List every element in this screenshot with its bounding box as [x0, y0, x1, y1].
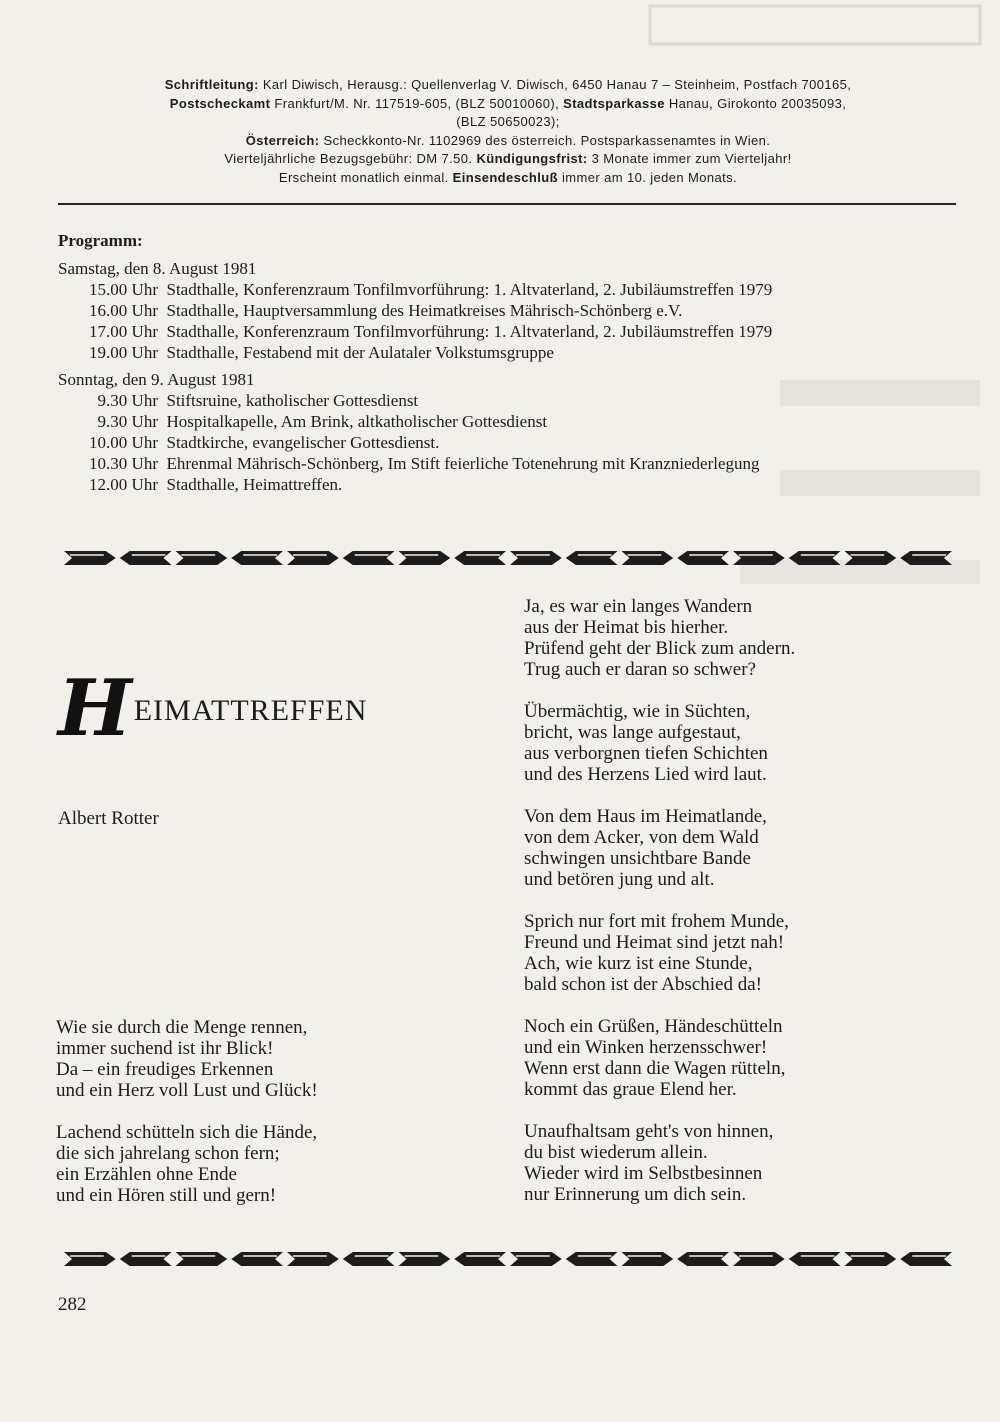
- poem-line: Wie sie durch die Menge rennen,: [56, 1017, 308, 1038]
- ornamental-border-top: [62, 546, 954, 570]
- programm-section: [58, 230, 968, 495]
- programm-day-date: Sonntag, den 9. August 1981: [58, 370, 255, 389]
- border-chevron: [622, 1252, 674, 1266]
- border-chevron: [64, 1252, 116, 1266]
- poem-line: Lachend schütteln sich die Hände,: [56, 1122, 318, 1143]
- border-chevron: [900, 551, 952, 565]
- event-desc: Stadthalle, Konferenzraum Tonfilmvorführung: 1. Altvaterland, 2. Jubiläumstreffen 1979: [166, 322, 773, 341]
- border-chevron: [343, 1252, 395, 1266]
- border-chevron: [399, 1252, 451, 1266]
- programm-event: [58, 432, 968, 453]
- event-time: 19.00 Uhr: [89, 343, 158, 362]
- masthead-divider: [58, 203, 956, 205]
- event-desc: Stadthalle, Konferenzraum Tonfilmvorführung: 1. Altvaterland, 2. Jubiläumstreffen 1979: [166, 280, 773, 299]
- border-chevron: [677, 1252, 729, 1266]
- programm-event: [58, 411, 968, 432]
- poem-title-initial: H: [58, 663, 132, 754]
- poem-line: Prüfend geht der Blick zum andern.: [524, 638, 796, 659]
- masthead-line-6: [60, 169, 956, 188]
- event-desc: Stadthalle, Heimattreffen.: [166, 475, 343, 494]
- event-desc: Stadtkirche, evangelischer Gottesdienst.: [166, 433, 440, 452]
- border-chevron: [454, 551, 506, 565]
- poem-right-column: [524, 596, 964, 1226]
- poem-line: schwingen unsichtbare Bande: [524, 848, 751, 869]
- poem-line: aus der Heimat bis hierher.: [524, 617, 729, 638]
- border-chevron: [64, 551, 116, 565]
- border-chevron: [510, 1252, 562, 1266]
- poem-line: und ein Herz voll Lust und Glück!: [56, 1080, 318, 1101]
- masthead-line-1: [60, 76, 956, 95]
- event-desc: Stadthalle, Hauptversammlung des Heimatkreises Mährisch-Schönberg e.V.: [166, 301, 683, 320]
- border-chevron: [287, 551, 339, 565]
- masthead-label: Österreich:: [245, 132, 320, 148]
- event-time: 10.30 Uhr: [89, 454, 158, 473]
- border-chevron: [176, 551, 228, 565]
- border-chevron: [677, 551, 729, 565]
- masthead-text: Erscheint monatlich einmal.: [278, 169, 453, 185]
- poem-line: Noch ein Grüßen, Händeschütteln: [524, 1016, 783, 1037]
- masthead-line-5: [60, 150, 956, 169]
- border-chevron: [343, 551, 395, 565]
- event-time: 15.00 Uhr: [89, 280, 158, 299]
- border-chevron: [900, 1252, 952, 1266]
- poem-author: Albert Rotter: [58, 808, 159, 829]
- border-chevron: [287, 1252, 339, 1266]
- masthead-line-3: (BLZ 50650023);: [456, 114, 560, 130]
- border-chevron: [622, 551, 674, 565]
- programm-event: [58, 390, 968, 411]
- programm-event: [58, 453, 968, 474]
- event-desc: Ehrenmal Mährisch-Schönberg, Im Stift feierliche Totenehrung mit Kranzniederlegung: [166, 454, 760, 473]
- border-chevron: [733, 1252, 785, 1266]
- poem-line: aus verborgnen tiefen Schichten: [524, 743, 768, 764]
- masthead-line-4: [60, 132, 956, 151]
- poem-line: Übermächtig, wie in Süchten,: [524, 701, 751, 722]
- programm-day-date: Samstag, den 8. August 1981: [58, 259, 257, 278]
- masthead-label: Einsendeschluß: [452, 169, 558, 185]
- border-chevron: [566, 1252, 618, 1266]
- ornamental-border-bottom: [62, 1247, 954, 1271]
- event-time: 9.30 Uhr: [97, 412, 158, 431]
- poem-line: Ja, es war ein langes Wandern: [524, 596, 753, 617]
- programm-event: [58, 279, 968, 300]
- programm-heading: Programm:: [58, 231, 143, 250]
- event-desc: Stiftsruine, katholischer Gottesdienst: [166, 391, 419, 410]
- programm-day-sunday: [58, 369, 968, 495]
- poem-line: kommt das graue Elend her.: [524, 1079, 737, 1100]
- poem-line: von dem Acker, von dem Wald: [524, 827, 759, 848]
- border-chevron: [789, 551, 841, 565]
- border-chevron: [231, 1252, 283, 1266]
- border-chevron: [399, 551, 451, 565]
- border-chevron: [845, 551, 897, 565]
- poem-title-rest: EIMATTREFFEN: [133, 694, 368, 727]
- event-time: 9.30 Uhr: [97, 391, 158, 410]
- poem-line: Unaufhaltsam geht's von hinnen,: [524, 1121, 774, 1142]
- event-desc: Hospitalkapelle, Am Brink, altkatholischer Gottesdienst: [166, 412, 548, 431]
- poem-line: Da – ein freudiges Erkennen: [56, 1059, 274, 1080]
- masthead-label: Schriftleitung:: [164, 77, 259, 92]
- poem-stanza: [56, 1122, 476, 1206]
- masthead-text: Frankfurt/M. Nr. 117519-605, (BLZ 50010060),: [270, 95, 560, 111]
- masthead-text: immer am 10. jeden Monats.: [557, 169, 738, 185]
- poem-stanza: [524, 806, 964, 890]
- poem-line: und ein Winken herzensschwer!: [524, 1037, 768, 1058]
- poem-title: [58, 663, 368, 754]
- poem-line: bricht, was lange aufgestaut,: [524, 722, 741, 743]
- masthead-label: Stadtsparkasse: [563, 95, 665, 111]
- poem-line: die sich jahrelang schon fern;: [56, 1143, 280, 1164]
- border-chevron: [845, 1252, 897, 1266]
- masthead-text: Vierteljährliche Bezugsgebühr: DM 7.50.: [224, 151, 477, 167]
- programm-event: [58, 342, 968, 363]
- masthead-text: Hanau, Girokonto 20035093,: [664, 95, 847, 111]
- event-time: 10.00 Uhr: [89, 433, 158, 452]
- border-chevron: [120, 1252, 172, 1266]
- poem-line: Ach, wie kurz ist eine Stunde,: [524, 953, 753, 974]
- poem-left-column: [56, 1017, 476, 1227]
- border-chevron: [454, 1252, 506, 1266]
- poem-stanza: [524, 1121, 964, 1205]
- poem-stanza: [524, 596, 964, 680]
- programm-day-saturday: [58, 258, 968, 363]
- poem-line: Von dem Haus im Heimatlande,: [524, 806, 767, 827]
- masthead-label: Kündigungsfrist:: [476, 151, 588, 167]
- poem-line: bald schon ist der Abschied da!: [524, 974, 762, 995]
- event-time: 12.00 Uhr: [89, 475, 158, 494]
- border-chevron: [231, 551, 283, 565]
- poem-line: ein Erzählen ohne Ende: [56, 1164, 237, 1185]
- poem-line: und betören jung und alt.: [524, 869, 715, 890]
- poem-stanza: [524, 701, 964, 785]
- poem-line: Sprich nur fort mit frohem Munde,: [524, 911, 789, 932]
- event-time: 16.00 Uhr: [89, 301, 158, 320]
- page-number: 282: [58, 1294, 87, 1315]
- programm-event: [58, 321, 968, 342]
- poem-line: Trug auch er daran so schwer?: [524, 659, 756, 680]
- event-desc: Stadthalle, Festabend mit der Aulataler Volkstumsgruppe: [166, 343, 554, 362]
- poem-line: immer suchend ist ihr Blick!: [56, 1038, 274, 1059]
- event-time: 17.00 Uhr: [89, 322, 158, 341]
- masthead: [60, 76, 956, 188]
- masthead-text: Scheckkonto-Nr. 1102969 des österreich. Postsparkassenamtes in Wien.: [319, 132, 771, 148]
- border-chevron: [176, 1252, 228, 1266]
- poem-line: Wieder wird im Selbstbesinnen: [524, 1163, 763, 1184]
- poem-line: du bist wiederum allein.: [524, 1142, 708, 1163]
- poem-line: und ein Hören still und gern!: [56, 1185, 277, 1206]
- masthead-label: Postscheckamt: [169, 95, 271, 111]
- poem-stanza: [524, 1016, 964, 1100]
- masthead-line-2: [60, 95, 956, 114]
- poem-line: Wenn erst dann die Wagen rütteln,: [524, 1058, 786, 1079]
- masthead-text: Karl Diwisch, Herausg.: Quellenverlag V. Diwisch, 6450 Hanau 7 – Steinheim, Postfach 700165,: [258, 77, 852, 92]
- border-chevron: [789, 1252, 841, 1266]
- masthead-text: 3 Monate immer zum Vierteljahr!: [587, 151, 792, 167]
- programm-event: [58, 474, 968, 495]
- border-chevron: [566, 551, 618, 565]
- poem-line: nur Erinnerung um dich sein.: [524, 1184, 747, 1205]
- poem-stanza: [524, 911, 964, 995]
- border-chevron: [510, 551, 562, 565]
- poem-line: und des Herzens Lied wird laut.: [524, 764, 767, 785]
- poem-stanza: [56, 1017, 476, 1101]
- border-chevron: [120, 551, 172, 565]
- border-chevron: [733, 551, 785, 565]
- poem-line: Freund und Heimat sind jetzt nah!: [524, 932, 785, 953]
- programm-event: [58, 300, 968, 321]
